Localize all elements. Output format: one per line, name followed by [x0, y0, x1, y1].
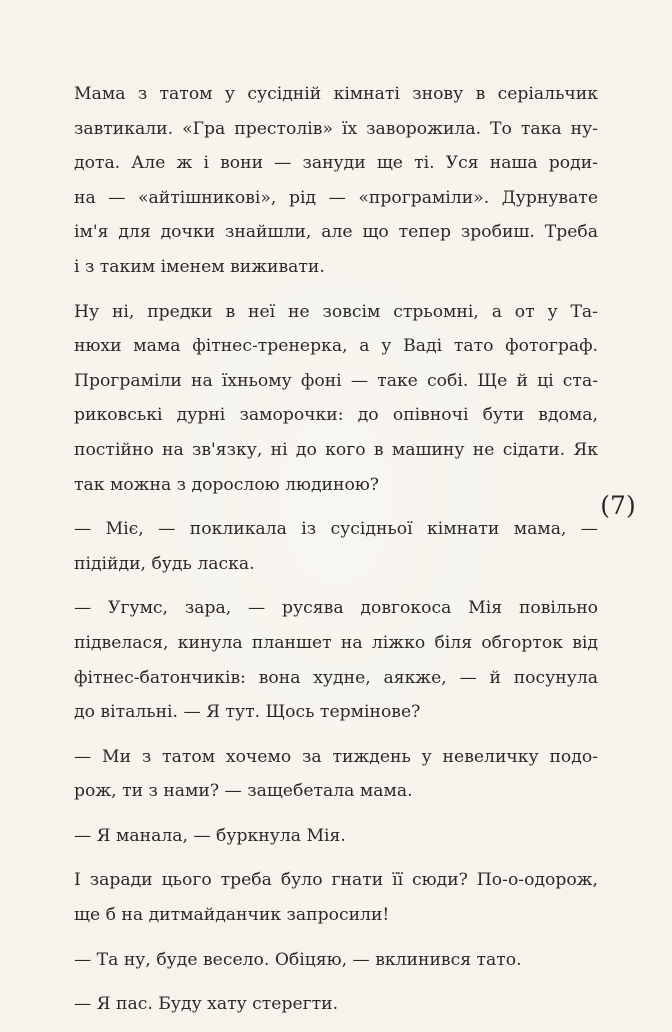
text-line: Ну ні, предки в неї не зовсім стрьомні, а от у Та- [74, 301, 598, 322]
paragraph [74, 512, 598, 581]
text-line: І заради цього треба було гнати її сюди? По-о-одорож, [74, 870, 598, 891]
text-line: — Угумс, зара, — русява довгокоса Мія повільно [74, 598, 598, 619]
text-line: рож, ти з нами? — защебетала мама. [74, 781, 413, 802]
paragraph [74, 819, 598, 854]
text-line: завтикали. «Гра престолів» їх заворожила. То така ну- [74, 118, 598, 139]
text-line: ще б на дитмайданчик запросили! [74, 905, 390, 926]
text-line: підвелася, кинула планшет на ліжко біля обгорток від [74, 632, 598, 653]
text-line: підійди, будь ласка. [74, 553, 255, 574]
page-number: (7) [600, 491, 636, 520]
text-line: — Я манала, — буркнула Мія. [74, 825, 346, 846]
text-line: і з таким іменем виживати. [74, 256, 325, 277]
paragraph [74, 295, 598, 503]
text-line: — Я пас. Буду хату стерегти. [74, 994, 339, 1015]
text-line: на — «айтішникові», рід — «програміли». Дурнувате [74, 187, 598, 208]
paragraph [74, 740, 598, 809]
text-line: постійно на зв'язку, ні до кого в машину не сідати. Як [74, 439, 598, 460]
paragraph [74, 987, 598, 1022]
text-line: дота. Але ж і вони — зануди ще ті. Уся наша роди- [74, 153, 598, 174]
text-line: нюхи мама фітнес-тренерка, а у Ваді тато фотограф. [74, 336, 598, 357]
text-line: так можна з дорослою людиною? [74, 474, 379, 495]
body-text [74, 77, 598, 1032]
text-line: Мама з татом у сусідній кімнаті знову в серіальчик [74, 84, 598, 104]
text-line: риковські дурні заморочки: до опівночі бути вдома, [74, 405, 598, 426]
text-line: ім'я для дочки знайшли, але що тепер зробиш. Треба [74, 222, 598, 243]
paragraph [74, 863, 598, 932]
paragraph [74, 943, 598, 978]
text-line: — Та ну, буде весело. Обіцяю, — вклинився тато. [74, 949, 522, 970]
text-line: фітнес-батончиків: вона худне, аякже, — й посунула [74, 667, 598, 688]
paragraph [74, 591, 598, 729]
paragraph [74, 77, 598, 285]
text-line: — Ми з татом хочемо за тиждень у невеличку подо- [74, 746, 598, 767]
text-line: Програміли на їхньому фоні — таке собі. Ще й ці ста- [74, 370, 598, 391]
text-line: — Міє, — покликала із сусідньої кімнати мама, — [74, 519, 598, 540]
text-line: до вітальні. — Я тут. Щось термінове? [74, 702, 421, 723]
